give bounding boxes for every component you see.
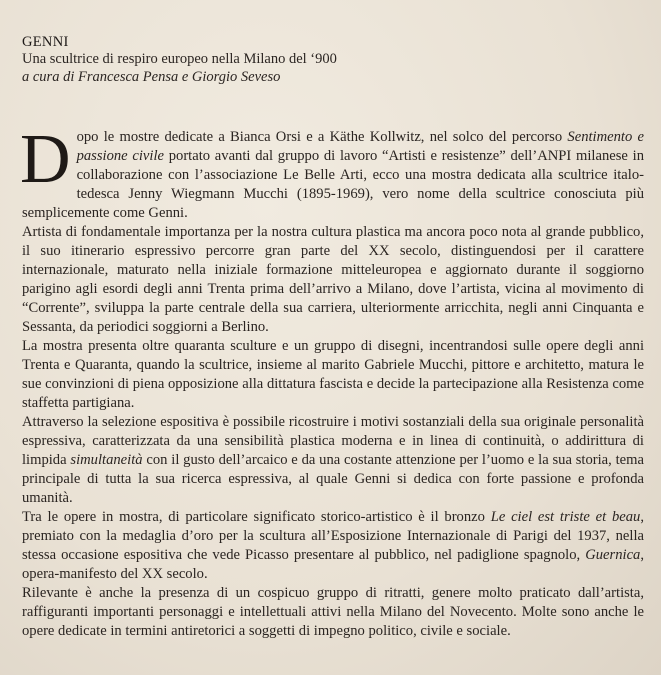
paragraph-4-text-b: con il gusto dell’arcaico e da una costante attenzione per l’uomo e la sua storia, tema principale di tutta la sua ricerca espressiva, al quale Genni si dedica con forte passione e profonda umanità. xyxy=(22,452,644,506)
paragraph-4 xyxy=(22,413,644,508)
paragraph-1-italic: Sentimento e passione civile xyxy=(76,129,644,164)
paragraph-4-text-a: Attraverso la selezione espositiva è possibile ricostruire i motivi sostanziali della sua originale personalità espressiva, caratterizzata da una sensibilità plastica moderna e in linea di continuità, o addirittura di limpida xyxy=(22,414,644,468)
paragraph-1 xyxy=(20,121,644,223)
paragraph-4-italic: simultaneità xyxy=(70,452,143,468)
paragraph-6: Rilevante è anche la presenza di un cospicuo gruppo di ritratti, genere molto praticato dall’artista, raffiguranti importanti personaggi e intellettuali attivi nella Milano del Novecento. Molte sono anche le opere dedicate in termini antiretorici a soggetti di impegno politico, civile e sociale. xyxy=(22,585,644,639)
paragraph-5-italic-b: Guernica xyxy=(585,547,641,563)
paragraph-5-italic-a: Le ciel est triste et beau xyxy=(490,509,641,525)
paragraph-3: La mostra presenta oltre quaranta sculture e un gruppo di disegni, incentrandosi sulle opere degli anni Trenta e Quaranta, quando la scultrice, insieme al marito Gabriele Mucchi, pittore e architetto, matura le sue convinzioni di piena opposizione alla dittatura fascista e decide la partecipazione alla Resistenza come staffetta partigiana. xyxy=(22,338,644,411)
paragraph-5-text-b: , premiato con la medaglia d’oro per la scultura all’Esposizione Internazionale di Parigi del 1937, nella stessa occasione espositiva che vede Picasso presentare al pubblico, nel padiglione spagnolo, xyxy=(22,509,644,563)
paragraph-5-text-a: Tra le opere in mostra, di particolare significato storico-artistico è il bronzo xyxy=(22,509,491,525)
paragraph-5 xyxy=(22,508,644,584)
paragraph-5-text-c: , opera-manifesto del XX secolo. xyxy=(22,547,644,582)
exhibition-title: GENNI xyxy=(22,34,69,50)
paragraph-1-text-b: portato avanti dal gruppo di lavoro “Artisti e resistenze” dell’ANPI milanese in collaborazione con l’associazione Le Belle Arti, ecco una mostra dedicata alla scultrice italo-tedesca Jenny Wiegmann Mucchi (1895-1969), vero nome della scultrice conosciuta più semplicemente come Genni. xyxy=(22,148,644,221)
exhibition-subtitle: Una scultrice di respiro europeo nella Milano del ‘900 xyxy=(22,51,337,67)
paragraph-1-text-a: opo le mostre dedicate a Bianca Orsi e a Käthe Kollwitz, nel solco del percorso xyxy=(76,129,568,145)
curators-line: a cura di Francesca Pensa e Giorgio Seveso xyxy=(22,69,281,85)
body-text xyxy=(20,121,644,641)
drop-cap: D xyxy=(20,121,71,198)
paragraph-2: Artista di fondamentale importanza per la nostra cultura plastica ma ancora poco nota al grande pubblico, il suo itinerario espressivo percorre gran parte del XX secolo, distinguendosi per il carattere internazionale, maturato nella iniziale formazione mitteleuropea e aggiornato durante il soggiorno parigino agli esordi degli anni Trenta prima dell’arrivo a Milano, dove l’artista, vicina al movimento di “Corrente”, sviluppa la parte centrale della sua carriera, ulteriormente arricchita, negli anni Cinquanta e Sessanta, da periodici soggiorni a Berlino. xyxy=(22,224,644,335)
header xyxy=(22,34,582,86)
